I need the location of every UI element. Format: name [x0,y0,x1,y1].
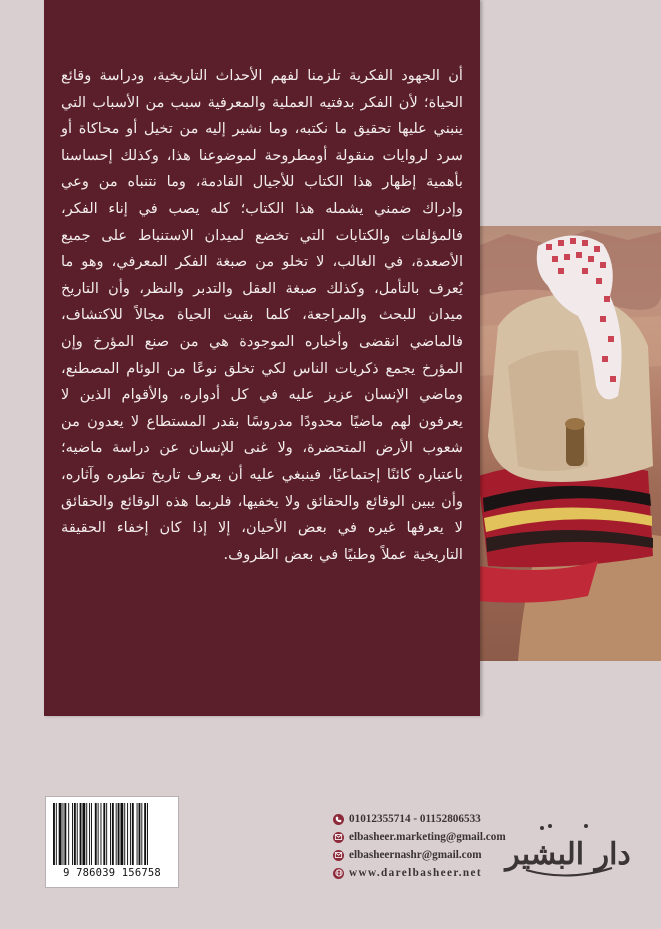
phone-row [333,810,513,828]
barcode-bar [141,803,142,865]
barcode-bar [98,803,99,865]
barcode-bar [77,803,78,865]
barcode-bar [147,803,148,865]
barcode-bar [101,803,102,865]
barcode-bar [110,803,111,865]
barcode-bar [116,803,117,865]
website-row [333,864,513,882]
barcode-bar [130,803,131,865]
barcode-bar [95,803,97,865]
contact-info [333,810,513,882]
phone-icon [333,814,344,825]
email-icon [333,832,344,843]
bedouin-rider-photo [478,226,661,661]
email-icon [333,850,344,861]
barcode-bar [64,803,66,865]
barcode-bar [127,803,128,865]
description-paragraph: أن الجهود الفكرية تلزمنا لفهم الأحداث التاريخية، ودراسة وقائع الحياة؛ لأن الفكر بدفتيه العملية والمعرفية سبب من الأسباب التي ينبني عليها تحقيق ما نكتبه، وما نشير إليه من تخيل أو محاكاة أو سرد لروايات منقولة أومطروحة لموضوعنا هذا، وكذلك إحساسنا بأهمية إظهار هذا الكتاب للأجيال القادمة، وما نتنباه من وعي وإدراك ضمني يشمله هذا الكتاب؛ كله يصب في إناء الفكر، فالمؤلفات والكتابات التي تخضع لميدان الاستنباط على جميع الأصعدة، في الغالب، لا تخلو من صبغة الفكر المعرفي، وهو ما يُعرف بالتأمل، وكذلك صبغة العقل والتدبر والنظر، وأن التاريخ ميدان للبحث والمراجعة، كلما بقيت الحياة مجالاً للاكتشاف، فالماضي انقضى وأخباره الموجودة هي من صنع المؤرخ وإن المؤرخ يجمع ذكريات الناس لكي تخلق نوعًا من الوئام المصطنع، وماضي الإنسان عزيز عليه في كل أدواره، والأقوام الذين لا يعرفون لهم ماضيًا محدودًا مدروسًا بقدر المستطاع لا يعدون من شعوب الأرض المتحضرة، ولا غنى للإنسان عن دراسة ماضيه؛ باعتباره كائنًا إجتماعيًا، فينبغي عليه أن يعرف تاريخ تطوره وآثاره، وأن يبين الوقائع والحقائق ولا يخفيها، فلربما هذه الوقائع والحقائق لا يعرفها غيره في بعض الأحيان، إلا إذا كان إخفاء الحقيقة التاريخية عملاً وطنيًا في بعض الظروف. [61,67,463,563]
barcode-bar [53,803,55,865]
isbn-barcode [45,796,179,888]
email-marketing[interactable]: elbasheer.marketing@gmail.com [349,831,506,843]
website-url[interactable]: www.darelbasheer.net [349,867,483,879]
barcode-bar [68,803,69,865]
barcode-bar [91,803,92,865]
barcode-bar [63,803,64,865]
barcode-bar [72,803,73,865]
email-publish[interactable]: elbasheernashr@gmail.com [349,849,482,861]
barcode-bar [112,803,114,865]
barcode-bar [82,803,85,865]
barcode-bar [139,803,141,865]
phone-numbers: 01012355714 - 01152806533 [349,813,481,825]
globe-icon [333,868,344,879]
barcode-bar [59,803,62,865]
publisher-logo-calligraphy: دار البشير [505,837,631,872]
barcode-bar [80,803,82,865]
barcode-bar [106,803,107,865]
email-marketing-row [333,828,513,846]
barcode-bar [74,803,76,865]
email-publish-row [333,846,513,864]
barcode-bars [53,803,171,865]
barcode-bar [103,803,105,865]
barcode-bar [124,803,125,865]
barcode-bar [137,803,138,865]
barcode-bar [144,803,146,865]
barcode-bar [132,803,134,865]
barcode-bar [56,803,57,865]
isbn-number: 9 786039 156758 [63,867,161,879]
barcode-bar [120,803,123,865]
barcode-bar [118,803,120,865]
barcode-bar [89,803,90,865]
barcode-bar [86,803,87,865]
publisher-logo [505,808,631,888]
text-panel [44,0,480,716]
